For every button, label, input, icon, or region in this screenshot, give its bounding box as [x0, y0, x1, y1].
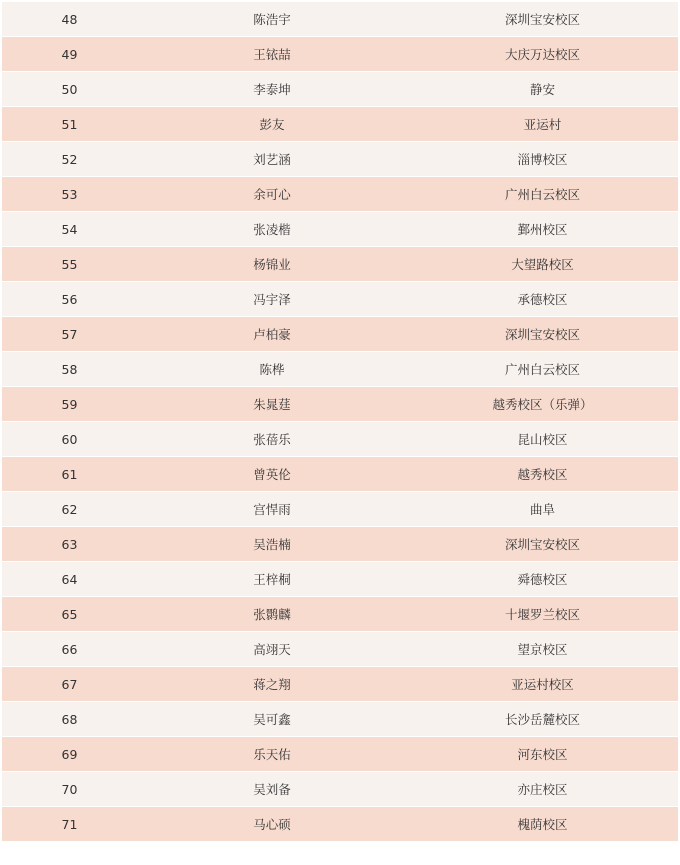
rank-cell: 57	[2, 317, 137, 352]
table-row	[2, 282, 678, 317]
rank-cell: 69	[2, 737, 137, 772]
campus-cell: 广州白云校区	[407, 352, 678, 387]
student-name-cell: 陈浩宇	[137, 2, 407, 37]
rank-cell: 65	[2, 597, 137, 632]
student-name-cell: 李泰坤	[137, 72, 407, 107]
table-row	[2, 387, 678, 422]
student-name-cell: 余可心	[137, 177, 407, 212]
student-name-cell: 彭友	[137, 107, 407, 142]
student-name-cell: 王梓桐	[137, 562, 407, 597]
table-row	[2, 807, 678, 842]
table-row	[2, 772, 678, 807]
student-name-cell: 朱晁莛	[137, 387, 407, 422]
campus-cell: 亦庄校区	[407, 772, 678, 807]
campus-cell: 河东校区	[407, 737, 678, 772]
student-name-cell: 王铱喆	[137, 37, 407, 72]
table-row	[2, 142, 678, 177]
student-name-cell: 刘艺涵	[137, 142, 407, 177]
student-name-cell: 吴刘备	[137, 772, 407, 807]
rank-cell: 51	[2, 107, 137, 142]
table-row	[2, 562, 678, 597]
rank-cell: 50	[2, 72, 137, 107]
campus-cell: 曲阜	[407, 492, 678, 527]
table-row	[2, 527, 678, 562]
rank-cell: 55	[2, 247, 137, 282]
campus-cell: 望京校区	[407, 632, 678, 667]
campus-cell: 舜德校区	[407, 562, 678, 597]
campus-cell: 承德校区	[407, 282, 678, 317]
campus-cell: 淄博校区	[407, 142, 678, 177]
campus-cell: 十堰罗兰校区	[407, 597, 678, 632]
rank-cell: 59	[2, 387, 137, 422]
student-name-cell: 蒋之翔	[137, 667, 407, 702]
student-name-cell: 张凌楷	[137, 212, 407, 247]
student-name-cell: 高翊天	[137, 632, 407, 667]
campus-cell: 槐荫校区	[407, 807, 678, 842]
table-row	[2, 177, 678, 212]
table-row	[2, 457, 678, 492]
rank-cell: 53	[2, 177, 137, 212]
rank-cell: 64	[2, 562, 137, 597]
rank-cell: 63	[2, 527, 137, 562]
rank-cell: 52	[2, 142, 137, 177]
rank-cell: 71	[2, 807, 137, 842]
campus-cell: 静安	[407, 72, 678, 107]
table-row	[2, 107, 678, 142]
rank-cell: 60	[2, 422, 137, 457]
campus-cell: 鄞州校区	[407, 212, 678, 247]
campus-cell: 深圳宝安校区	[407, 317, 678, 352]
rank-cell: 62	[2, 492, 137, 527]
campus-cell: 越秀校区	[407, 457, 678, 492]
student-name-cell: 冯宇泽	[137, 282, 407, 317]
roster-table	[2, 1, 678, 842]
table-row	[2, 247, 678, 282]
student-name-cell: 吴可鑫	[137, 702, 407, 737]
campus-cell: 深圳宝安校区	[407, 2, 678, 37]
campus-cell: 越秀校区（乐弹）	[407, 387, 678, 422]
student-name-cell: 宫悍雨	[137, 492, 407, 527]
table-row	[2, 37, 678, 72]
student-name-cell: 卢柏豪	[137, 317, 407, 352]
student-name-cell: 吴浩楠	[137, 527, 407, 562]
rank-cell: 49	[2, 37, 137, 72]
table-row	[2, 317, 678, 352]
rank-cell: 68	[2, 702, 137, 737]
table-row	[2, 632, 678, 667]
student-name-cell: 张蓓乐	[137, 422, 407, 457]
student-name-cell: 曾英伦	[137, 457, 407, 492]
rank-cell: 67	[2, 667, 137, 702]
campus-cell: 广州白云校区	[407, 177, 678, 212]
table-row	[2, 667, 678, 702]
table-row	[2, 702, 678, 737]
table-row	[2, 422, 678, 457]
student-name-cell: 陈桦	[137, 352, 407, 387]
table-row	[2, 212, 678, 247]
campus-cell: 大望路校区	[407, 247, 678, 282]
table-row	[2, 597, 678, 632]
rank-cell: 54	[2, 212, 137, 247]
rank-cell: 56	[2, 282, 137, 317]
table-row	[2, 492, 678, 527]
campus-cell: 亚运村校区	[407, 667, 678, 702]
campus-cell: 大庆万达校区	[407, 37, 678, 72]
student-name-cell: 马心硕	[137, 807, 407, 842]
table-row	[2, 352, 678, 387]
rank-cell: 58	[2, 352, 137, 387]
campus-cell: 昆山校区	[407, 422, 678, 457]
rank-cell: 70	[2, 772, 137, 807]
campus-cell: 深圳宝安校区	[407, 527, 678, 562]
table-row	[2, 737, 678, 772]
student-name-cell: 乐天佑	[137, 737, 407, 772]
rank-cell: 66	[2, 632, 137, 667]
student-name-cell: 张鹮麟	[137, 597, 407, 632]
campus-cell: 长沙岳麓校区	[407, 702, 678, 737]
rank-cell: 61	[2, 457, 137, 492]
table-row	[2, 72, 678, 107]
student-name-cell: 杨锦业	[137, 247, 407, 282]
roster-table-body	[2, 2, 678, 842]
campus-cell: 亚运村	[407, 107, 678, 142]
rank-cell: 48	[2, 2, 137, 37]
table-row	[2, 2, 678, 37]
